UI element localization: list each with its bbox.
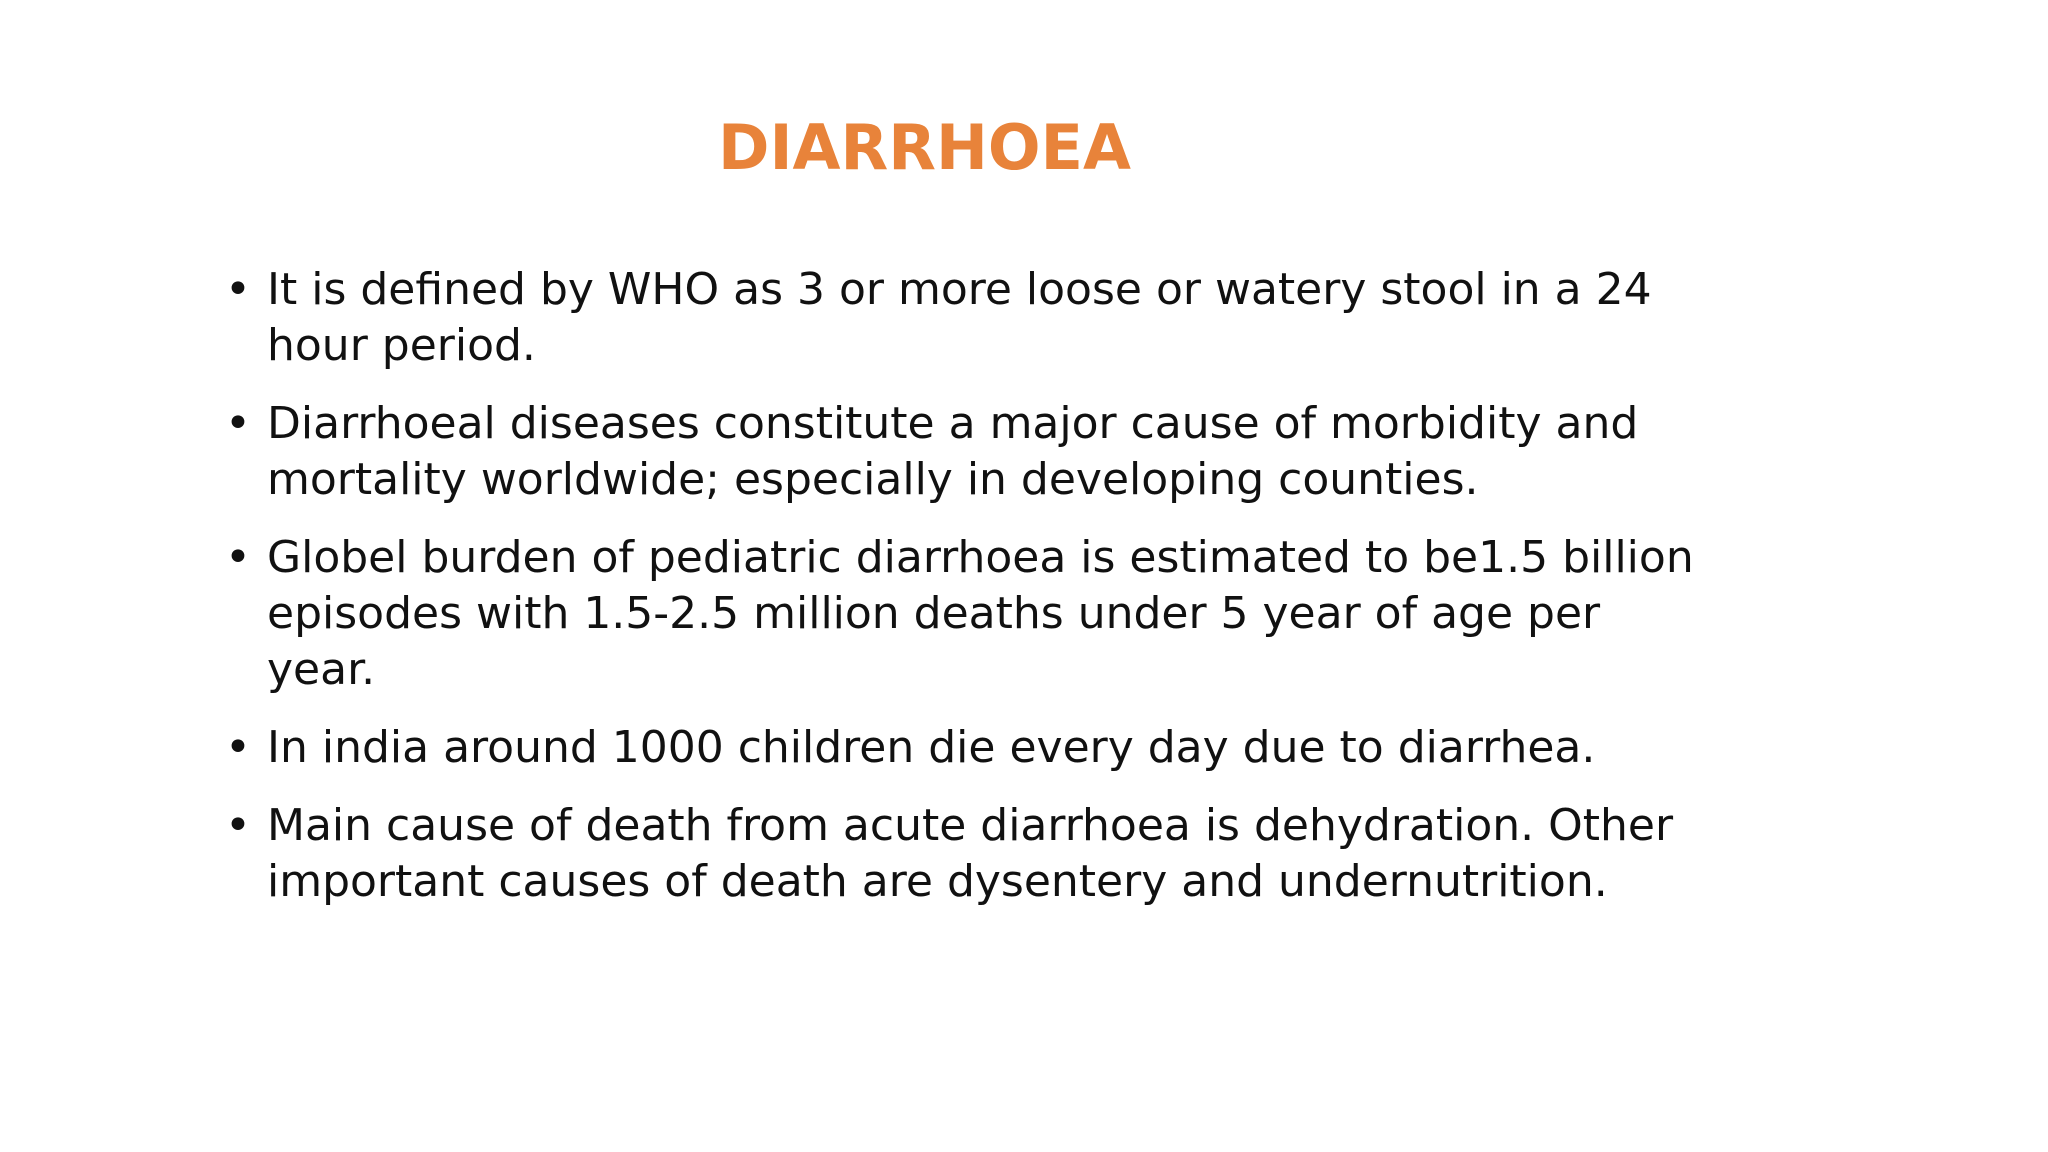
bullet-icon: • [225,532,251,583]
bullet-icon: • [225,264,251,315]
bullet-item [225,396,1705,508]
bullet-item [225,262,1705,374]
slide-title: DIARRHOEA [718,111,1131,184]
bullet-text: Globel burden of pediatric diarrhoea is estimated to be1.5 billion episodes with 1.5-2.5 million deaths under 5 year of age per year. [267,532,1694,695]
bullet-icon: • [225,722,251,773]
bullet-text: Diarrhoeal diseases constitute a major cause of morbidity and mortality worldwide; especially in developing counties. [267,398,1639,505]
bullet-item [225,530,1705,698]
bullet-list [225,262,1705,932]
bullet-icon: • [225,800,251,851]
bullet-item [225,798,1705,910]
bullet-text: In india around 1000 children die every day due to diarrhea. [267,722,1596,773]
bullet-item [225,720,1705,776]
bullet-text: Main cause of death from acute diarrhoea is dehydration. Other important causes of death are dysentery and undernutrition. [267,800,1674,907]
bullet-text: It is defined by WHO as 3 or more loose or watery stool in a 24 hour period. [267,264,1652,371]
bullet-icon: • [225,398,251,449]
